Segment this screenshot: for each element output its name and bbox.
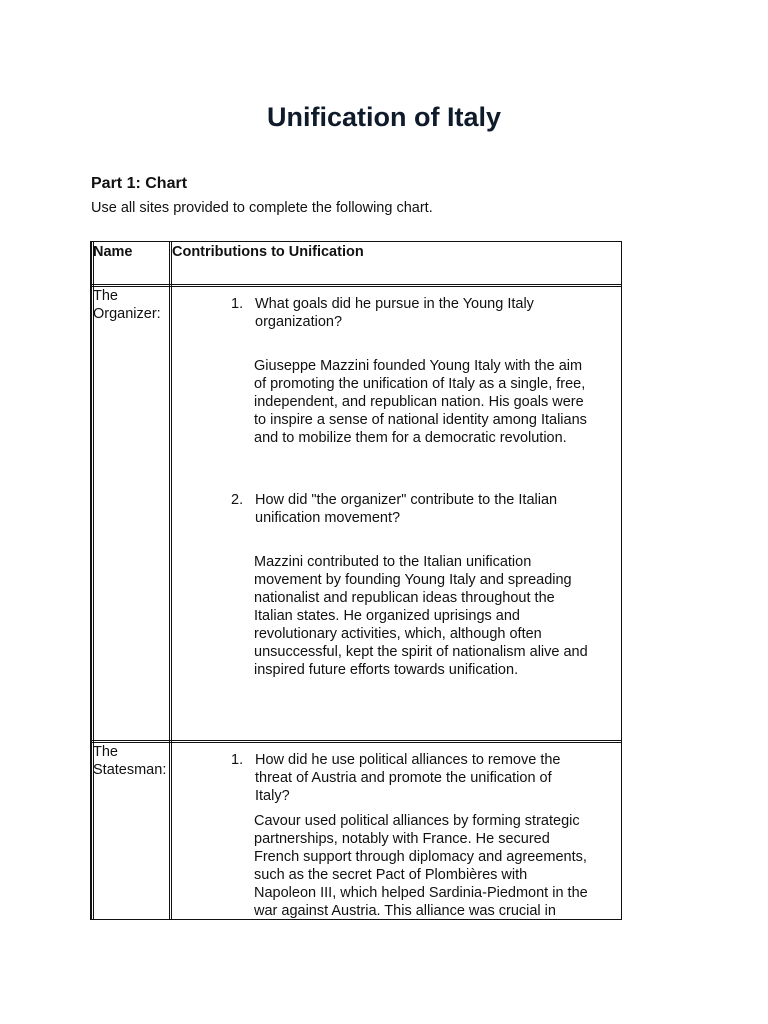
answer-line: of promoting the unification of Italy as a single, free, bbox=[254, 376, 586, 392]
statesman-answer-1 bbox=[254, 812, 619, 920]
row-organizer-name bbox=[93, 287, 161, 323]
organizer-question-2 bbox=[231, 491, 615, 527]
question-line: What goals did he pursue in the Young Italy bbox=[255, 296, 534, 312]
question-line: How did "the organizer" contribute to the Italian bbox=[255, 492, 558, 508]
statesman-question-1 bbox=[231, 751, 615, 805]
page-title: Unification of Italy bbox=[266, 102, 501, 132]
question-line: Italy? bbox=[255, 788, 290, 804]
answer-line: nationalist and republican ideas throughout the bbox=[254, 590, 555, 606]
answer-line: revolutionary activities, which, although often bbox=[254, 626, 542, 642]
question-line: unification movement? bbox=[255, 510, 401, 526]
answer-line: and to mobilize them for a democratic revolution. bbox=[254, 430, 567, 446]
answer-line: Italian states. He organized uprisings and bbox=[254, 608, 520, 624]
answer-line: Cavour used political alliances by forming strategic bbox=[254, 813, 580, 829]
unification-chart-table bbox=[90, 241, 622, 920]
answer-line: French support through diplomacy and agreements, bbox=[254, 849, 587, 865]
answer-line: independent, and republican nation. His goals were bbox=[254, 394, 584, 410]
answer-line: Mazzini contributed to the Italian unification bbox=[254, 554, 532, 570]
row-name-line: The bbox=[93, 288, 118, 304]
header-name: Name bbox=[93, 244, 133, 260]
row-name-line: Organizer: bbox=[93, 306, 161, 322]
row-name-line: Statesman: bbox=[93, 762, 167, 778]
answer-line: movement by founding Young Italy and spreading bbox=[254, 572, 572, 588]
answer-line: Giuseppe Mazzini founded Young Italy with the aim bbox=[254, 358, 583, 374]
header-row-divider bbox=[91, 284, 621, 287]
row-name-line: The bbox=[93, 744, 118, 760]
table-left-border bbox=[91, 242, 94, 919]
answer-line: unsuccessful, kept the spirit of nationalism alive and bbox=[254, 644, 588, 660]
organizer-question-1 bbox=[231, 295, 615, 331]
question-number: 1. bbox=[231, 752, 244, 768]
answer-line: Napoleon III, which helped Sardinia-Piedmont in the bbox=[254, 885, 588, 901]
instructions-text: Use all sites provided to complete the following chart. bbox=[91, 200, 433, 216]
answer-line: inspired future efforts towards unification. bbox=[254, 662, 519, 678]
organizer-answer-1 bbox=[254, 357, 619, 447]
answer-line: partnerships, notably with France. He secured bbox=[254, 831, 550, 847]
answer-line: to inspire a sense of national identity among Italians bbox=[254, 412, 587, 428]
table-column-divider bbox=[169, 242, 172, 919]
section-heading: Part 1: Chart bbox=[91, 175, 188, 192]
question-line: threat of Austria and promote the unification of bbox=[255, 770, 552, 786]
question-line: organization? bbox=[255, 314, 343, 330]
organizer-answer-2 bbox=[254, 553, 619, 679]
header-contributions: Contributions to Unification bbox=[172, 244, 364, 260]
row-divider bbox=[91, 740, 621, 743]
question-number: 1. bbox=[231, 296, 244, 312]
row-statesman-name bbox=[93, 743, 166, 779]
answer-line: such as the secret Pact of Plombières with bbox=[254, 867, 528, 883]
question-line: How did he use political alliances to remove the bbox=[255, 752, 561, 768]
answer-line: war against Austria. This alliance was crucial in bbox=[254, 903, 556, 919]
question-number: 2. bbox=[231, 492, 244, 508]
